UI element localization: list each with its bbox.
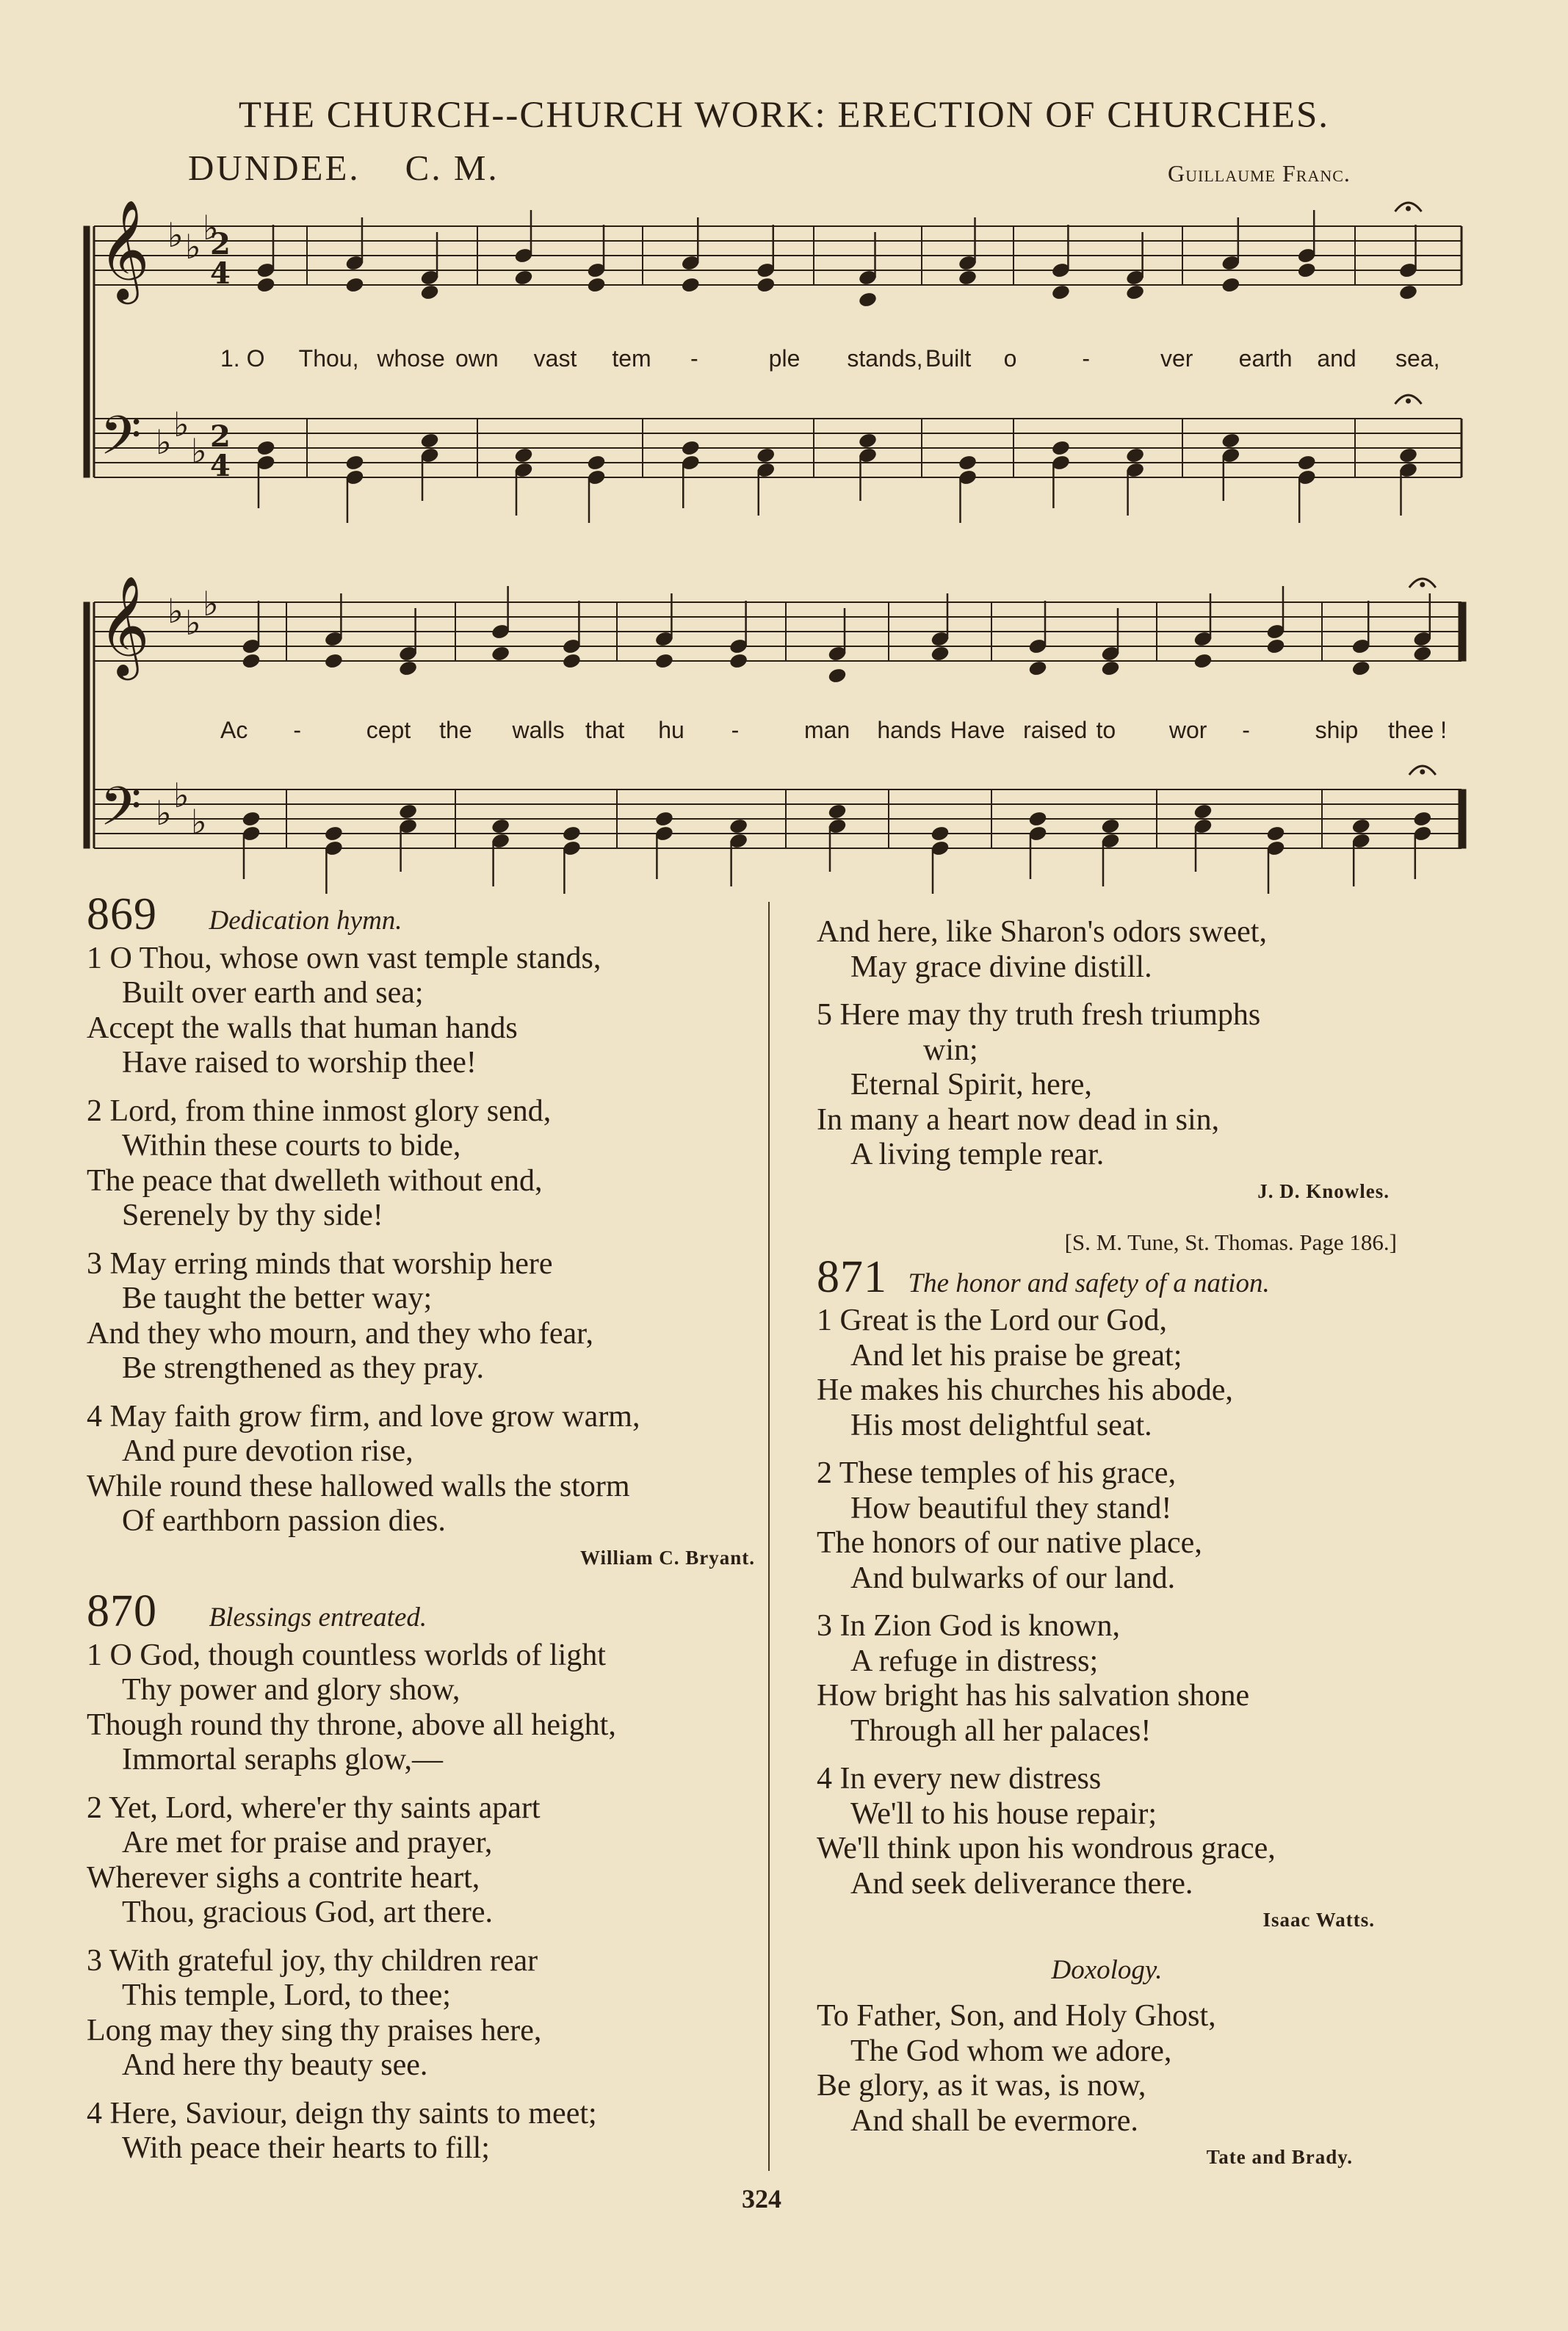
note-head bbox=[587, 455, 606, 471]
note-head bbox=[1028, 811, 1047, 828]
lyric-syllable: ver bbox=[1160, 345, 1193, 372]
verse-line: And they who mourn, and they who fear, bbox=[87, 1316, 593, 1351]
treble-clef-icon: 𝄞 bbox=[98, 574, 150, 676]
final-barline bbox=[1459, 789, 1466, 848]
lyric-syllable: 1. O bbox=[220, 345, 265, 372]
verse-line: In many a heart now dead in sin, bbox=[817, 1102, 1220, 1137]
note-head bbox=[587, 277, 606, 294]
verse-line: And here, like Sharon's odors sweet, bbox=[817, 915, 1267, 949]
stanza bbox=[817, 1762, 1397, 1901]
verse-line: May grace divine distill. bbox=[850, 950, 1152, 984]
hymn-869-header bbox=[87, 889, 759, 939]
lyric-syllable: vast bbox=[533, 345, 577, 372]
hymn-author: Tate and Brady. bbox=[1206, 2146, 1353, 2168]
verse-line: We'll think upon his wondrous grace, bbox=[817, 1832, 1276, 1865]
note-head bbox=[491, 646, 510, 662]
verse-line: Long may they sing thy praises here, bbox=[87, 2013, 542, 2048]
left-column bbox=[87, 889, 759, 2180]
verse-line: 4 May faith grow firm, and love grow warm, bbox=[87, 1399, 640, 1434]
note-head bbox=[1101, 818, 1120, 835]
verse-line: Are met for praise and prayer, bbox=[122, 1826, 493, 1860]
lyric-syllable: ship bbox=[1315, 717, 1359, 743]
verse-line: Immortal seraphs glow,— bbox=[122, 1743, 444, 1777]
verse-line: A refuge in distress; bbox=[850, 1644, 1099, 1678]
flat-icon: ♭ bbox=[173, 405, 189, 444]
note-head bbox=[828, 803, 847, 820]
note-head bbox=[858, 433, 877, 449]
note-head bbox=[1351, 660, 1370, 677]
stanza bbox=[87, 1944, 759, 2084]
flat-icon: ♭ bbox=[156, 422, 172, 462]
note-head bbox=[1413, 811, 1432, 828]
note-head bbox=[1193, 803, 1213, 820]
note-head bbox=[1126, 447, 1145, 464]
verse-line: Serenely by thy side! bbox=[122, 1199, 383, 1232]
note-head bbox=[1266, 825, 1285, 842]
hymn-number: 871 bbox=[817, 1251, 887, 1302]
note-head bbox=[1297, 455, 1316, 471]
flat-icon: ♭ bbox=[191, 431, 207, 471]
verse-line: How beautiful they stand! bbox=[850, 1491, 1172, 1525]
fermata-dot bbox=[1420, 582, 1425, 587]
verse-line: The honors of our native place, bbox=[817, 1526, 1202, 1560]
note-head bbox=[1297, 262, 1316, 279]
lyric-syllable: ple bbox=[768, 345, 801, 372]
right-column bbox=[817, 915, 1397, 2175]
verse-line: And shall be evermore. bbox=[850, 2103, 1138, 2138]
note-head bbox=[242, 653, 261, 670]
lyric-syllable: wor bbox=[1168, 717, 1207, 743]
lyric-syllable: Built bbox=[925, 345, 972, 372]
lyric-syllable: hu bbox=[658, 717, 684, 743]
hymn-number: 869 bbox=[87, 889, 157, 939]
lyric-syllable: hands bbox=[877, 717, 942, 743]
verse-line: Accept the walls that human hands bbox=[87, 1011, 518, 1045]
verse-line: Wherever sighs a contrite heart, bbox=[87, 1860, 480, 1895]
verse-line: 3 May erring minds that worship here bbox=[87, 1246, 553, 1281]
note-head bbox=[756, 277, 776, 294]
note-head bbox=[1051, 284, 1070, 301]
note-head bbox=[931, 825, 950, 842]
stanza bbox=[817, 998, 1397, 1173]
note-head bbox=[514, 270, 533, 286]
note-head bbox=[1101, 660, 1120, 677]
tune-reference: [S. M. Tune, St. Thomas. Page 186.] bbox=[1064, 1229, 1397, 1255]
verse-line: Be taught the better way; bbox=[122, 1282, 433, 1315]
verse-line: win; bbox=[923, 1033, 978, 1067]
lyric-syllable: own bbox=[455, 345, 499, 372]
note-head bbox=[729, 818, 748, 835]
lyric-syllable: walls bbox=[512, 717, 565, 743]
verse-line: His most delightful seat. bbox=[850, 1408, 1152, 1442]
verse-line: 3 In Zion God is known, bbox=[817, 1609, 1120, 1643]
verse-line: Have raised to worship thee! bbox=[122, 1046, 477, 1080]
verse-line: Though round thy throne, above all height, bbox=[87, 1707, 616, 1742]
lyric-syllable: - bbox=[690, 345, 698, 372]
stanza bbox=[87, 942, 759, 1081]
lyric-syllable: sea, bbox=[1395, 345, 1440, 372]
verse-line: Be strengthened as they pray. bbox=[122, 1351, 484, 1385]
verse-line: Thy power and glory show, bbox=[122, 1673, 460, 1707]
note-head bbox=[324, 825, 343, 842]
verse-line: Within these courts to bide, bbox=[122, 1129, 461, 1163]
hymn-author: J. D. Knowles. bbox=[1257, 1179, 1390, 1202]
lyric-syllable: Ac bbox=[220, 717, 248, 743]
tune-meter: C. M. bbox=[405, 148, 499, 188]
flat-icon: ♭ bbox=[185, 227, 201, 267]
final-barline bbox=[1459, 602, 1466, 661]
lyric-syllable: and bbox=[1317, 345, 1356, 372]
note-head bbox=[1266, 638, 1285, 655]
verse-line: Thou, gracious God, art there. bbox=[122, 1895, 494, 1929]
lyric-syllable: stands, bbox=[847, 345, 923, 372]
column-divider bbox=[768, 902, 770, 2171]
lyric-syllable: - bbox=[1082, 345, 1090, 372]
stanza bbox=[87, 1094, 759, 1234]
staff-systems bbox=[84, 203, 1466, 894]
note-head bbox=[562, 653, 581, 670]
verse-line: Through all her palaces! bbox=[850, 1713, 1152, 1748]
lyric-syllable: the bbox=[439, 717, 472, 743]
lyric-syllable: whose bbox=[377, 345, 445, 372]
verse-line: To Father, Son, and Holy Ghost, bbox=[817, 1999, 1216, 2033]
note-head bbox=[562, 825, 581, 842]
note-head bbox=[931, 646, 950, 662]
verse-line: While round these hallowed walls the storm bbox=[87, 1469, 630, 1503]
bass-clef-icon: 𝄢 bbox=[100, 404, 142, 480]
flat-icon: ♭ bbox=[173, 776, 189, 815]
flat-icon: ♭ bbox=[185, 603, 201, 643]
hymn-title: Blessings entreated. bbox=[209, 1602, 427, 1633]
system-bracket bbox=[84, 226, 90, 477]
stanza bbox=[87, 1791, 759, 1931]
treble-clef-icon: 𝄞 bbox=[98, 198, 150, 300]
lyric-syllable: - bbox=[731, 717, 740, 743]
note-head bbox=[399, 660, 418, 677]
stanza bbox=[817, 1456, 1397, 1596]
note-head bbox=[681, 440, 700, 457]
clefs bbox=[98, 198, 231, 850]
note-head bbox=[324, 653, 343, 670]
note-head bbox=[958, 270, 977, 286]
fermata-dot bbox=[1420, 770, 1425, 774]
verse-line: Eternal Spirit, here, bbox=[850, 1068, 1092, 1102]
note-head bbox=[345, 277, 364, 294]
verse-line: 3 With grateful joy, thy children rear bbox=[87, 1943, 538, 1978]
hymn-871-header bbox=[817, 1251, 1397, 1302]
note-head bbox=[256, 440, 275, 457]
stanza bbox=[87, 1638, 759, 1778]
verse-line: 1 Great is the Lord our God, bbox=[817, 1304, 1168, 1337]
note-head bbox=[1413, 646, 1432, 662]
verse-line: 1 O God, though countless worlds of light bbox=[87, 1638, 606, 1672]
note-head bbox=[1351, 818, 1370, 835]
note-head bbox=[1398, 284, 1417, 301]
note-head bbox=[654, 811, 673, 828]
lyric-syllable: that bbox=[585, 717, 625, 743]
note-head bbox=[256, 277, 275, 294]
note-head bbox=[420, 433, 439, 449]
verse-line: We'll to his house repair; bbox=[850, 1796, 1157, 1831]
verse-line: With peace their hearts to fill; bbox=[122, 2131, 490, 2165]
verse-line: Of earthborn passion dies. bbox=[122, 1504, 446, 1538]
note-head bbox=[681, 277, 700, 294]
bass-clef-icon: 𝄢 bbox=[100, 775, 142, 850]
stanza bbox=[817, 1304, 1397, 1443]
page-header: THE CHURCH--CHURCH WORK: ERECTION OF CHURCHES. bbox=[238, 95, 1330, 136]
verse-line: 5 Here may thy truth fresh triumphs bbox=[817, 998, 1261, 1032]
flat-icon: ♭ bbox=[167, 215, 184, 255]
verse-line: And here thy beauty see. bbox=[122, 2048, 428, 2082]
hymn-870-header bbox=[87, 1586, 759, 1636]
note-head bbox=[1126, 284, 1145, 301]
flat-icon: ♭ bbox=[203, 208, 219, 247]
verse-line: He makes his churches his abode, bbox=[817, 1373, 1233, 1407]
stanza bbox=[87, 1400, 759, 1539]
stanza bbox=[87, 1247, 759, 1387]
lyric-syllable: tem bbox=[612, 345, 651, 372]
verse-line: And seek deliverance there. bbox=[850, 1866, 1193, 1901]
note-head bbox=[491, 818, 510, 835]
hymn-author: Isaac Watts. bbox=[1262, 1909, 1375, 1931]
flat-icon: ♭ bbox=[167, 591, 184, 631]
time-signature-bottom: 4 bbox=[210, 256, 231, 291]
verse-line: And bulwarks of our land. bbox=[850, 1561, 1176, 1595]
note-head bbox=[958, 455, 977, 471]
note-head bbox=[756, 447, 776, 464]
note-head bbox=[1028, 660, 1047, 677]
verse-line: And let his praise be great; bbox=[850, 1338, 1182, 1373]
music-score bbox=[0, 0, 1568, 896]
note-head bbox=[1221, 433, 1240, 449]
verse-line: This temple, Lord, to thee; bbox=[122, 1978, 451, 2012]
flat-icon: ♭ bbox=[191, 802, 207, 842]
flat-icon: ♭ bbox=[203, 584, 219, 624]
stanza bbox=[817, 1609, 1397, 1749]
hymn-title: Dedication hymn. bbox=[209, 906, 402, 936]
verse-line: Built over earth and sea; bbox=[122, 976, 424, 1010]
lyric-syllable: Have bbox=[950, 717, 1005, 743]
verse-line: The God whom we adore, bbox=[850, 2034, 1172, 2068]
stanza bbox=[87, 2097, 759, 2166]
verse-line: 4 Here, Saviour, deign thy saints to meet; bbox=[87, 2096, 597, 2131]
time-signature-top: 2 bbox=[210, 419, 231, 454]
time-signature-bottom: 4 bbox=[210, 449, 231, 483]
note-head bbox=[1398, 447, 1417, 464]
system-bracket bbox=[84, 602, 90, 848]
note-head bbox=[399, 803, 418, 820]
lyric-syllable: - bbox=[1242, 717, 1250, 743]
lyric-syllable: o bbox=[1003, 345, 1017, 372]
verse-line: Be glory, as it was, is now, bbox=[817, 2069, 1146, 2103]
lyric-syllable: cept bbox=[366, 717, 411, 743]
verse-line: 2 Lord, from thine inmost glory send, bbox=[87, 1094, 552, 1128]
doxology bbox=[817, 1999, 1397, 2139]
verse-line: How bright has his salvation shone bbox=[817, 1679, 1250, 1713]
verse-line: And pure devotion rise, bbox=[122, 1434, 413, 1468]
lyric-syllable: thee ! bbox=[1388, 717, 1448, 743]
verse-line: 2 These temples of his grace, bbox=[817, 1456, 1177, 1490]
lyric-syllable: earth bbox=[1238, 345, 1293, 372]
lyric-syllable: man bbox=[804, 717, 850, 743]
note-head bbox=[242, 811, 261, 828]
hymn-title: The honor and safety of a nation. bbox=[908, 1268, 1270, 1298]
note-head bbox=[858, 292, 877, 308]
note-head bbox=[729, 653, 748, 670]
tune-title: DUNDEE. bbox=[188, 148, 361, 188]
lyric-syllable: to bbox=[1096, 717, 1116, 743]
verse-line: 4 In every new distress bbox=[817, 1762, 1102, 1796]
verse-line: 1 O Thou, whose own vast temple stands, bbox=[87, 941, 601, 975]
verse-line: The peace that dwelleth without end, bbox=[87, 1163, 543, 1198]
note-head bbox=[654, 653, 673, 670]
note-head bbox=[514, 447, 533, 464]
hymn-author: William C. Bryant. bbox=[579, 1546, 755, 1569]
fermata-dot bbox=[1406, 399, 1411, 403]
note-head bbox=[1221, 277, 1240, 294]
note-head bbox=[420, 284, 439, 301]
tune-composer: Guillaume Franc. bbox=[1168, 160, 1351, 187]
verse-line: 2 Yet, Lord, where'er thy saints apart bbox=[87, 1790, 541, 1825]
note-head bbox=[1051, 440, 1070, 457]
verse-line: A living temple rear. bbox=[850, 1138, 1105, 1171]
lyric-syllable: - bbox=[293, 717, 302, 743]
time-signature-top: 2 bbox=[210, 227, 231, 261]
page-number: 324 bbox=[742, 2184, 781, 2213]
note-head bbox=[828, 668, 847, 684]
hymn-number: 870 bbox=[87, 1586, 157, 1636]
fermata-dot bbox=[1406, 206, 1411, 211]
doxology-title: Doxology. bbox=[1051, 1954, 1163, 1985]
lyric-syllable: Thou, bbox=[298, 345, 359, 372]
flat-icon: ♭ bbox=[156, 793, 172, 833]
stanza-continued bbox=[817, 915, 1397, 985]
note-head bbox=[345, 455, 364, 471]
note-head bbox=[1193, 653, 1213, 670]
lyric-syllable: raised bbox=[1023, 717, 1088, 743]
